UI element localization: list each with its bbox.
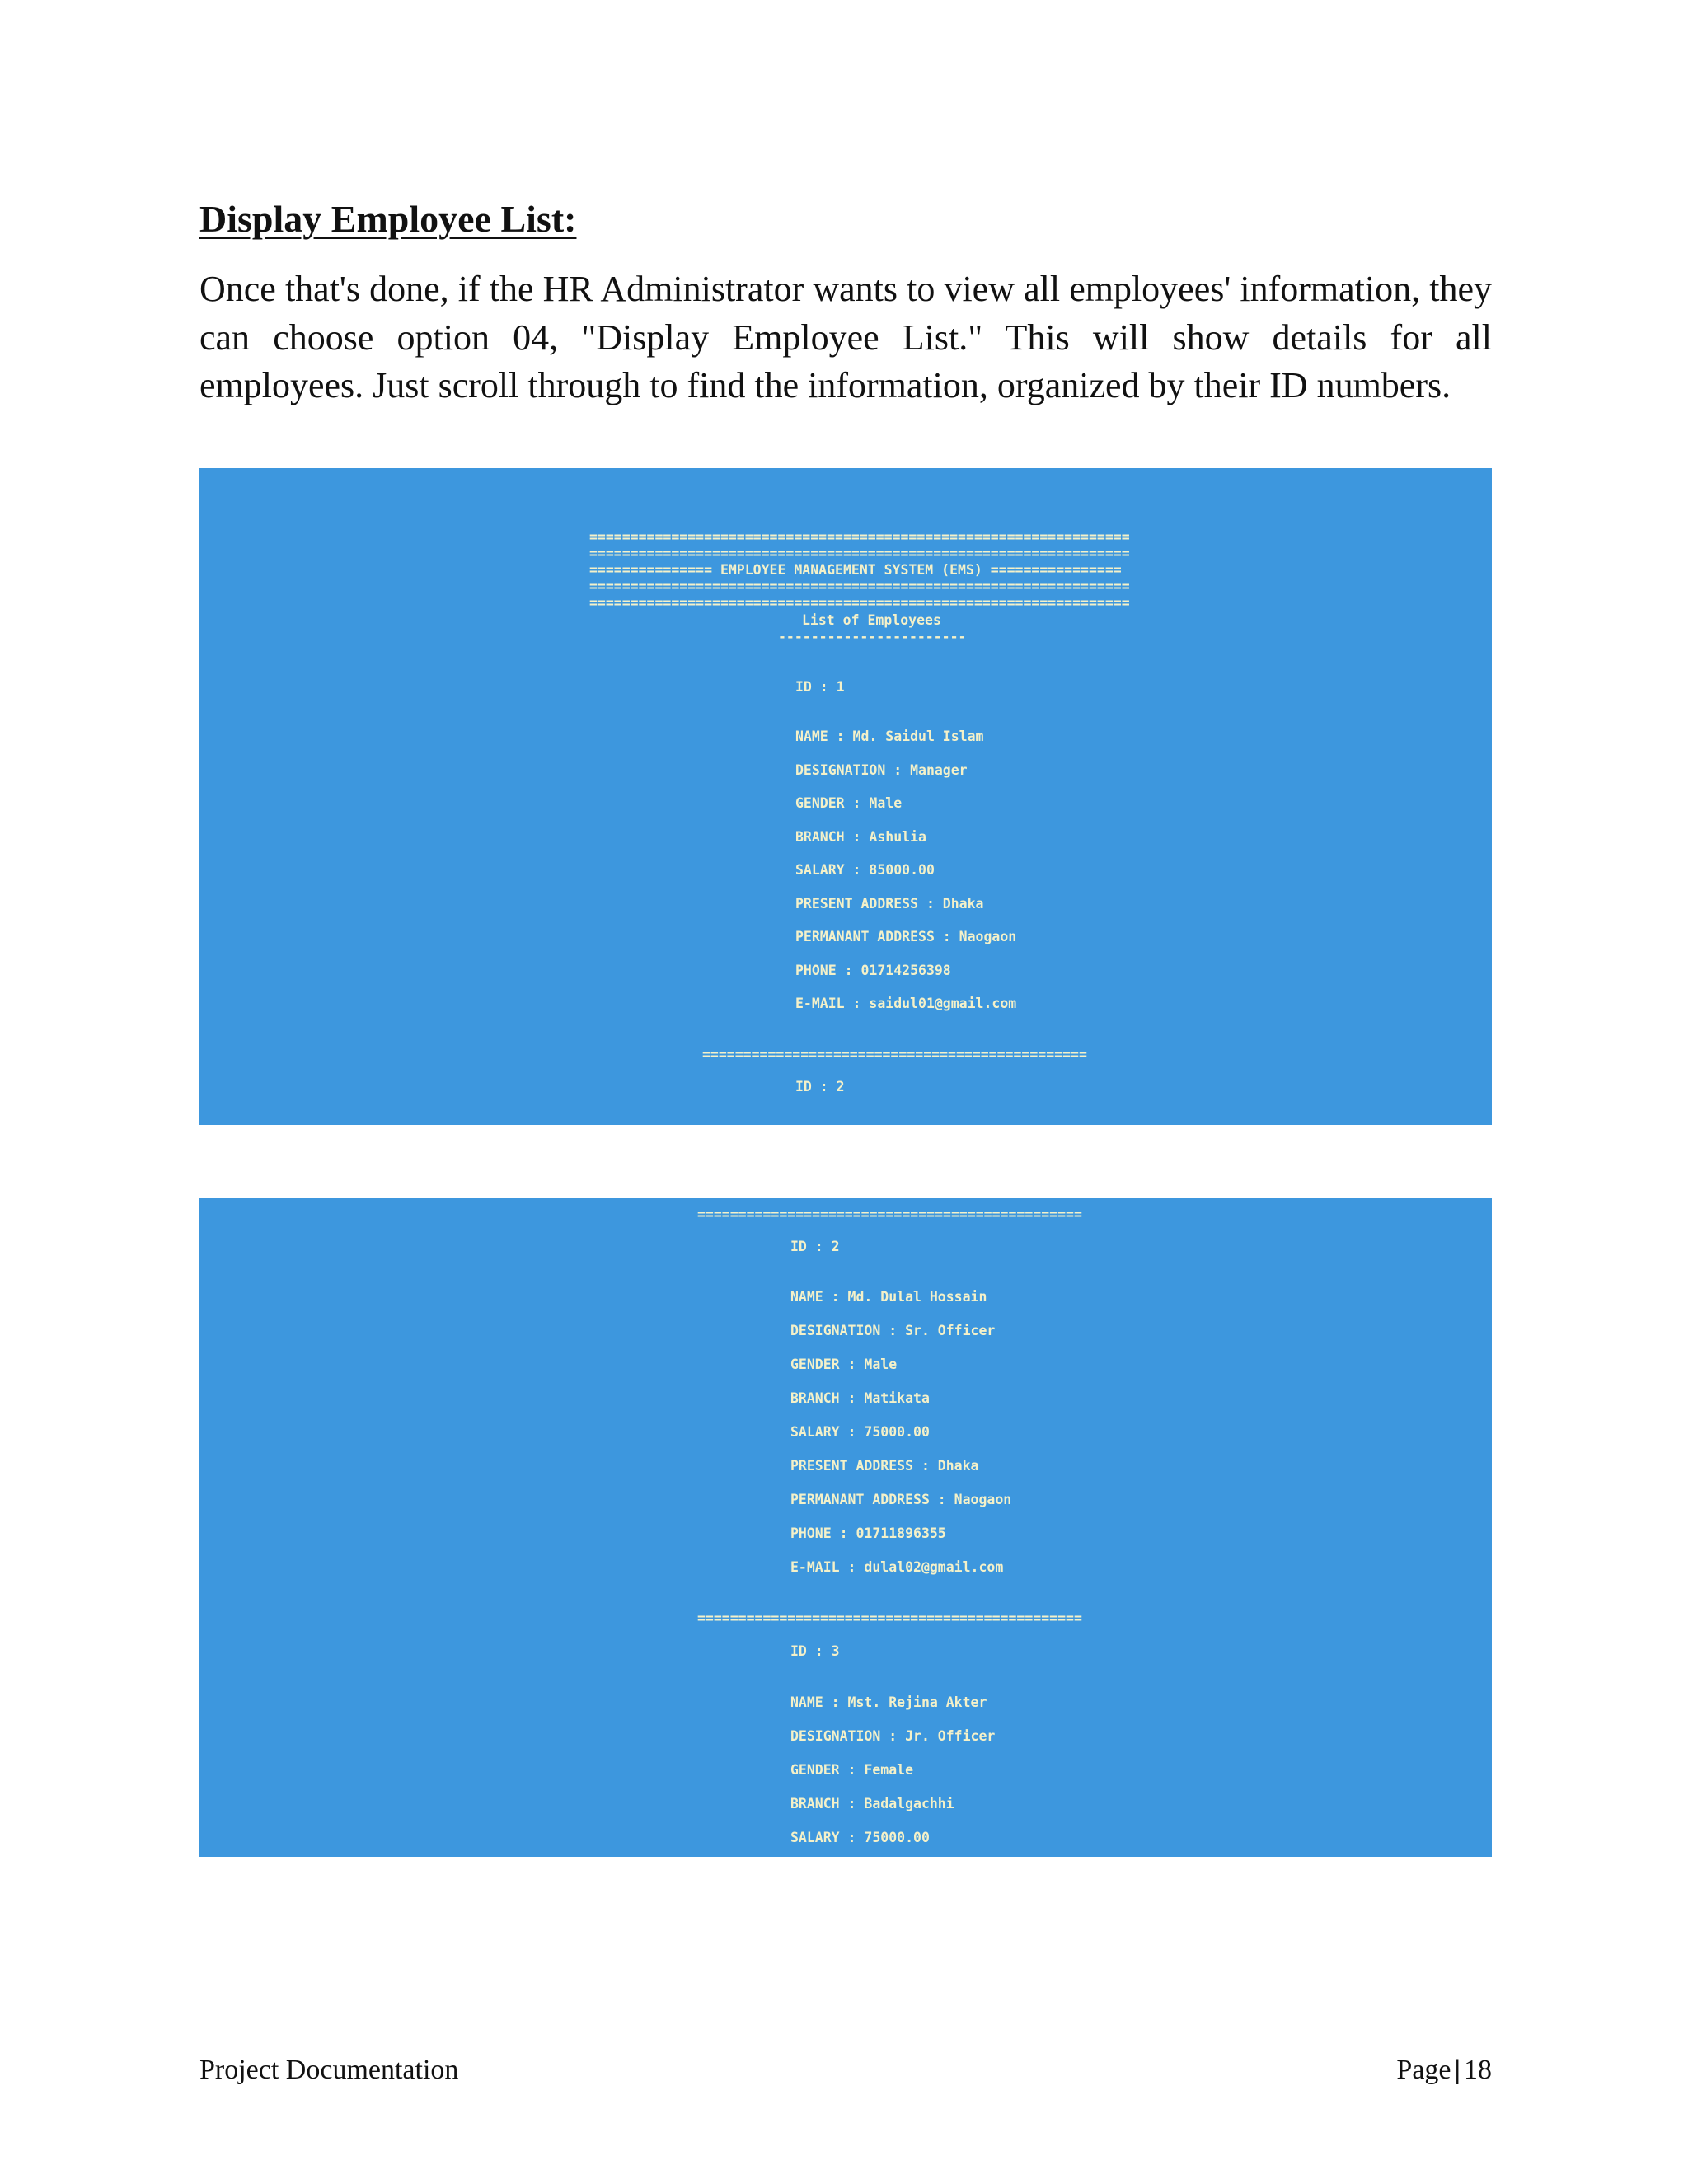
employee-field: DESIGNATION : Manager — [795, 762, 968, 778]
employee-field: GENDER : Female — [790, 1762, 914, 1778]
banner-title-line: =============== EMPLOYEE MANAGEMENT SYSTEM (EMS) ================ — [589, 562, 1122, 578]
employee-field: PHONE : 01714256398 — [795, 963, 951, 978]
employee-id: ID : 2 — [790, 1239, 840, 1254]
record-separator: =============================================== — [697, 1610, 1082, 1626]
employee-id: ID : 1 — [795, 679, 845, 695]
employee-field: SALARY : 75000.00 — [790, 1424, 930, 1440]
employee-field: BRANCH : Ashulia — [795, 829, 926, 845]
employee-field: PERMANANT ADDRESS : Naogaon — [795, 929, 1017, 944]
employee-field: DESIGNATION : Jr. Officer — [790, 1728, 996, 1744]
footer-title: Project Documentation — [199, 2055, 459, 2085]
employee-field: SALARY : 75000.00 — [790, 1830, 930, 1845]
record-separator: =============================================== — [702, 1047, 1087, 1062]
record-separator: =============================================== — [697, 1207, 1082, 1222]
page-label: Page — [1396, 2055, 1451, 2085]
employee-field: PRESENT ADDRESS : Dhaka — [795, 896, 984, 912]
description-paragraph: Once that's done, if the HR Administrator wants to view all employees' information, they can choose option 04, "Display Employee List." This will show details for all employees. Just scroll through to find the information, organized by their ID numbers. — [199, 269, 1492, 405]
employee-field: BRANCH : Badalgachhi — [790, 1796, 954, 1811]
list-title-underline: ----------------------- — [778, 629, 967, 644]
employee-field: NAME : Md. Saidul Islam — [795, 729, 984, 744]
console-screenshot-1 — [199, 468, 1492, 1125]
page-number: 18 — [1464, 2055, 1492, 2085]
employee-field: GENDER : Male — [790, 1357, 898, 1372]
employee-field: GENDER : Male — [795, 795, 903, 811]
employee-field: PERMANANT ADDRESS : Naogaon — [790, 1492, 1012, 1507]
employee-field: DESIGNATION : Sr. Officer — [790, 1323, 996, 1338]
page-separator: | — [1454, 2055, 1461, 2085]
section-heading: Display Employee List: — [199, 198, 577, 240]
employee-field: NAME : Mst. Rejina Akter — [790, 1694, 987, 1710]
employee-field: E-MAIL : dulal02@gmail.com — [790, 1559, 1004, 1575]
employee-field: NAME : Md. Dulal Hossain — [790, 1289, 987, 1305]
employee-field: SALARY : 85000.00 — [795, 862, 935, 878]
employee-field: E-MAIL : saidul01@gmail.com — [795, 996, 1017, 1011]
employee-field: PRESENT ADDRESS : Dhaka — [790, 1458, 979, 1474]
banner-line: ================================================================== — [589, 529, 1130, 545]
employee-id: ID : 2 — [795, 1079, 845, 1094]
banner-line: ================================================================== — [589, 595, 1130, 611]
banner-line: ================================================================== — [589, 546, 1130, 561]
employee-id: ID : 3 — [790, 1643, 840, 1659]
banner-line: ================================================================== — [589, 579, 1130, 594]
employee-field: BRANCH : Matikata — [790, 1390, 930, 1406]
page-number-block — [1396, 2054, 1492, 2087]
list-title: List of Employees — [802, 612, 941, 628]
console-screenshot-2 — [199, 1198, 1492, 1857]
employee-field: PHONE : 01711896355 — [790, 1526, 946, 1541]
